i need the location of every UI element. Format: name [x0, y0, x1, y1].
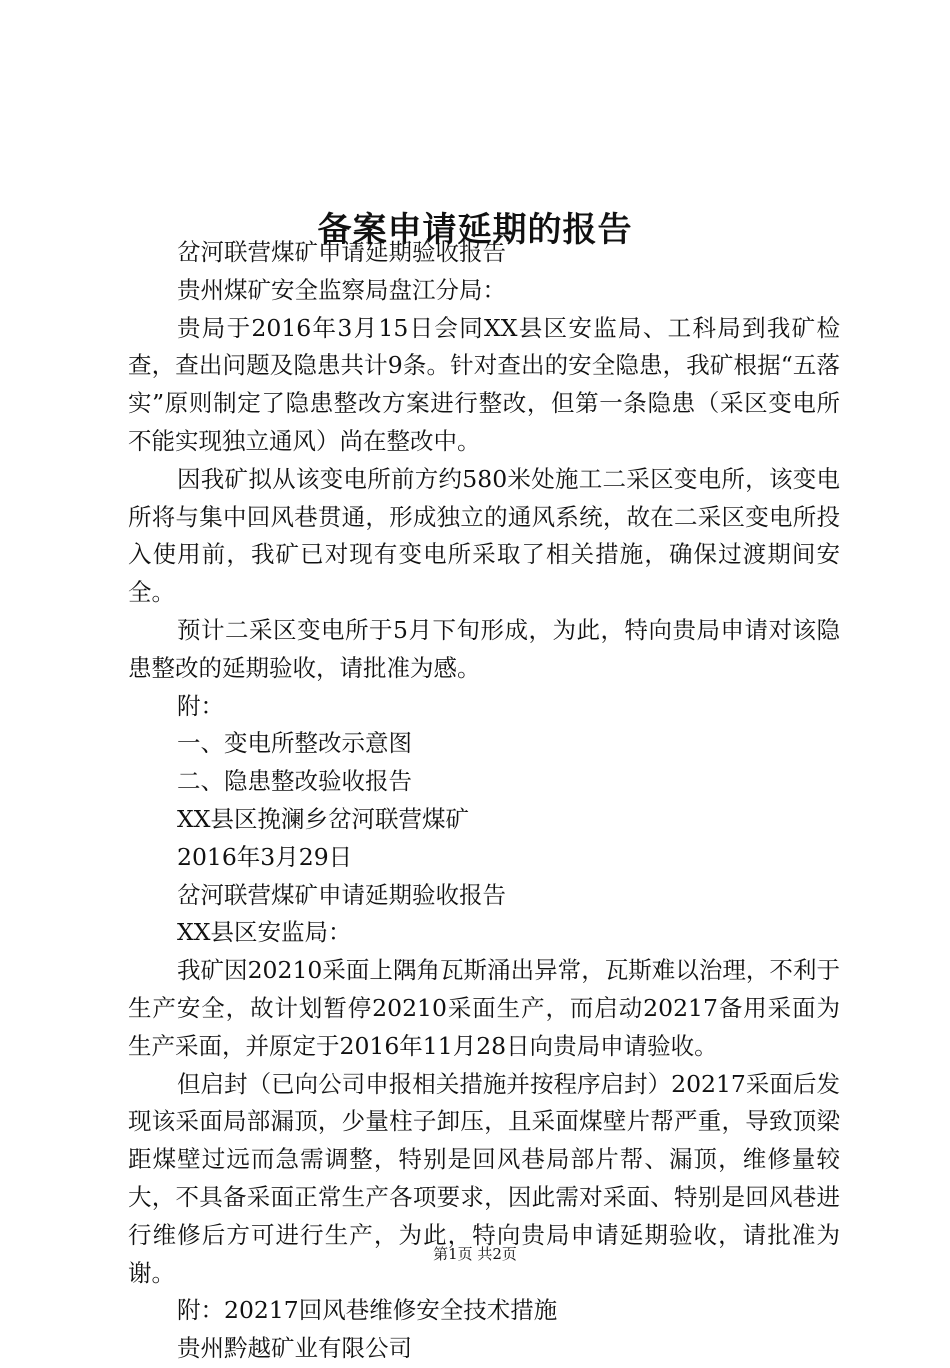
signature-org: 贵州黔越矿业有限公司 — [177, 1334, 412, 1363]
body-paragraph: 但启封（已向公司申报相关措施并按程序启封）20217采面后发现该采面局部漏顶，少量柱子卸压，且采面煤壁片帮严重，导致顶梁距煤壁过远而急需调整，特别是回风巷局部片帮、漏顶，维修量较大，不具备采面正常生产各项要求，因此需对采面、特别是回风巷进行维修后方可进行生产，为此，特向贵局申请延期验收，请批准为谢。 — [128, 1069, 840, 1287]
attachment-label: 附： — [177, 691, 224, 720]
recipient-1: 贵州煤矿安全监察局盘江分局： — [177, 275, 506, 304]
report-heading-2: 岔河联营煤矿申请延期验收报告 — [177, 880, 506, 909]
attachment-item: 一、变电所整改示意图 — [177, 729, 412, 758]
body-paragraph: 贵局于2016年3月15日会同XX县区安监局、工科局到我矿检查，查出问题及隐患共计9条。针对查出的安全隐患，我矿根据“五落实”原则制定了隐患整改方案进行整改，但第一条隐患（采区变电所不能实现独立通风）尚在整改中。 — [128, 313, 840, 455]
report-heading-1: 岔河联营煤矿申请延期验收报告 — [177, 238, 506, 266]
recipient-2: XX县区安监局： — [177, 918, 352, 947]
attachment-item: 二、隐患整改验收报告 — [177, 767, 412, 796]
body-paragraph: 因我矿拟从该变电所前方约580米处施工二采区变电所，该变电所将与集中回风巷贯通，形成独立的通风系统，故在二采区变电所投入使用前，我矿已对现有变电所采取了相关措施，确保过渡期间安全。 — [128, 464, 840, 607]
attachment-item: 附：20217回风巷维修安全技术措施 — [177, 1296, 558, 1325]
signature-org: XX县区挽澜乡岔河联营煤矿 — [177, 804, 469, 833]
document-title: 备案申请延期的报告 — [317, 209, 633, 250]
document-body — [128, 234, 840, 1368]
signature-date: 2016年3月29日 — [177, 842, 353, 871]
body-paragraph: 预计二采区变电所于5月下旬形成，为此，特向贵局申请对该隐患整改的延期验收，请批准为感。 — [128, 615, 840, 682]
page-footer: 第1页 共2页 — [433, 1245, 517, 1263]
body-paragraph: 我矿因20210采面上隅角瓦斯涌出异常，瓦斯难以治理，不利于生产安全，故计划暂停20210采面生产，而启动20217备用采面为生产采面，并原定于2016年11月28日向贵局申请验收。 — [128, 956, 840, 1060]
